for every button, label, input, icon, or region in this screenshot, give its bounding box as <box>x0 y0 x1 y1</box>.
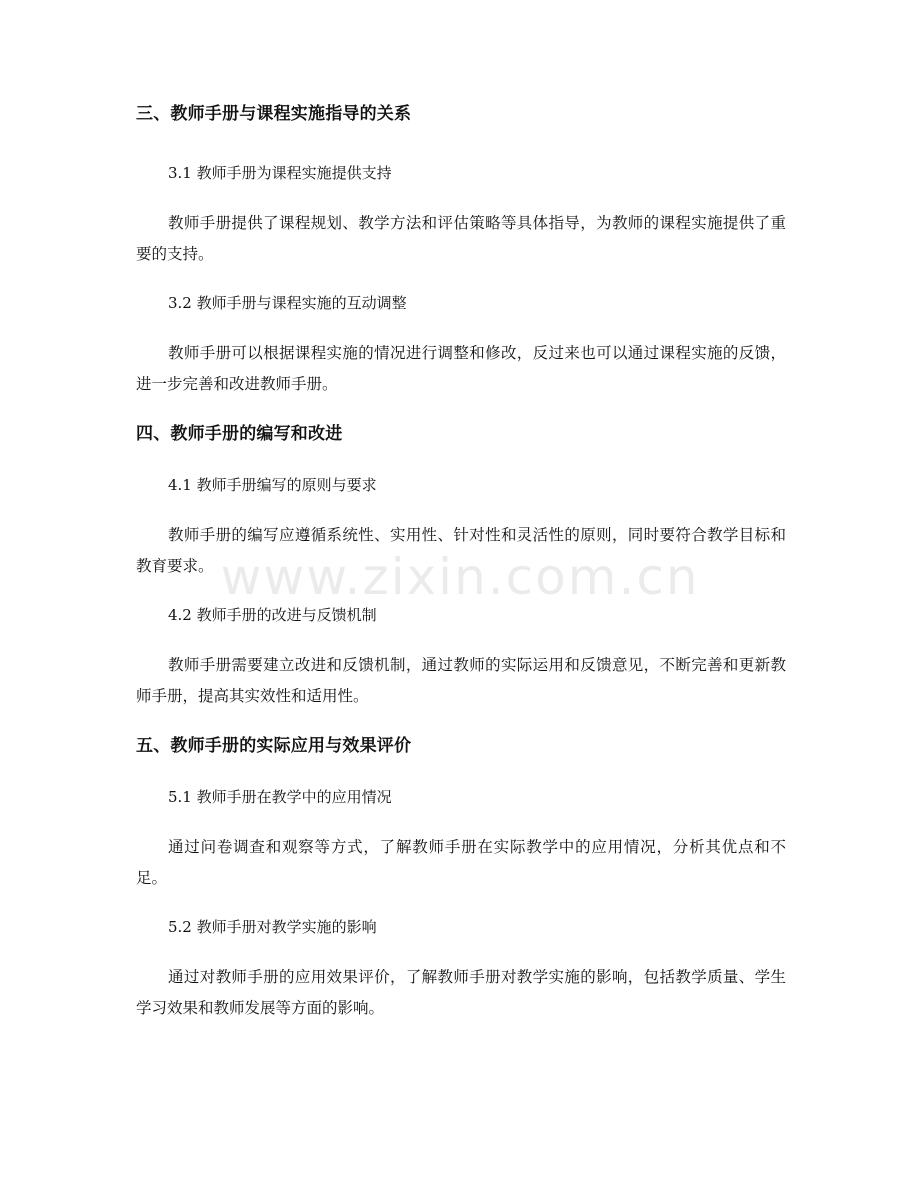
subsection-title: 3.1 教师手册为课程实施提供支持 <box>168 164 392 182</box>
section-heading: 三、教师手册与课程实施指导的关系 <box>136 104 412 124</box>
subsection-title: 5.1 教师手册在教学中的应用情况 <box>168 788 392 806</box>
paragraph: 教师手册的编写应遵循系统性、实用性、针对性和灵活性的原则，同时要符合教学目标和教育要求。 <box>136 526 786 575</box>
subsection-title: 5.2 教师手册对教学实施的影响 <box>168 918 377 936</box>
section-heading: 四、教师手册的编写和改进 <box>136 424 343 444</box>
paragraph: 通过对教师手册的应用效果评价，了解教师手册对教学实施的影响，包括教学质量、学生学习效果和教师发展等方面的影响。 <box>136 968 786 1017</box>
paragraph: 通过问卷调查和观察等方式，了解教师手册在实际教学中的应用情况，分析其优点和不足。 <box>136 838 786 887</box>
subsection-title: 3.2 教师手册与课程实施的互动调整 <box>168 294 407 312</box>
paragraph: 教师手册提供了课程规划、教学方法和评估策略等具体指导，为教师的课程实施提供了重要的支持。 <box>136 214 786 263</box>
document-content <box>136 102 786 1024</box>
paragraph: 教师手册可以根据课程实施的情况进行调整和修改，反过来也可以通过课程实施的反馈，进一步完善和改进教师手册。 <box>136 344 786 393</box>
paragraph: 教师手册需要建立改进和反馈机制，通过教师的实际运用和反馈意见，不断完善和更新教师手册，提高其实效性和适用性。 <box>136 656 786 705</box>
subsection-title: 4.1 教师手册编写的原则与要求 <box>168 476 377 494</box>
subsection-title: 4.2 教师手册的改进与反馈机制 <box>168 606 377 624</box>
section-heading: 五、教师手册的实际应用与效果评价 <box>136 736 412 756</box>
watermark: www.zixin.com.cn <box>220 548 700 606</box>
